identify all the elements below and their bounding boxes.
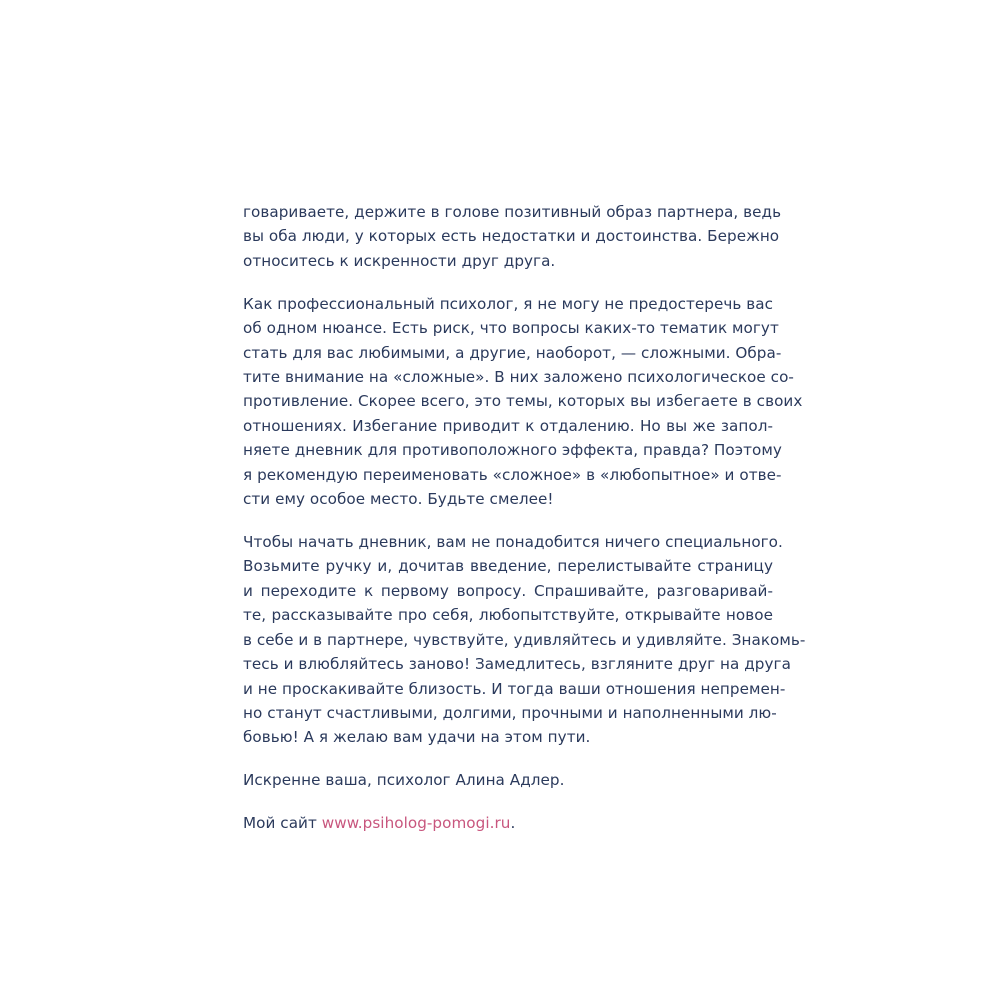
signature [243,768,773,792]
signature-text: Искренне ваша, психолог Алина Адлер. [243,771,565,790]
text-line: противление. Скорее всего, это темы, которых вы избегаете в своих [243,392,803,411]
site-prefix: Мой сайт [243,814,322,833]
text-line: относитесь к искренности друг друга. [243,251,556,270]
text-line: тесь и влюбляйтесь заново! Замедлитесь, взгляните друг на друга [243,655,791,674]
paragraph-2 [243,292,803,512]
text-line: об одном нюансе. Есть риск, что вопросы каких-то тематик могут [243,319,779,338]
text-line: вы оба люди, у которых есть недостатки и достоинства. Бережно [243,227,780,246]
text-line: я рекомендую переименовать «сложное» в «любопытное» и отве- [243,465,782,484]
text-line: и переходите к первому вопросу. Спрашивайте, разговаривай- [243,581,773,600]
text-line: Чтобы начать дневник, вам не понадобится ничего специального. [243,533,783,552]
site-suffix: . [510,814,516,833]
site-text [243,811,773,835]
text-line: отношениях. Избегание приводит к отдалению. Но вы же запол- [243,416,773,435]
text-line: в себе и в партнере, чувствуйте, удивляйтесь и удивляйте. Знакомь- [243,630,806,649]
text-line: тите внимание на «сложные». В них заложено психологическое со- [243,368,794,387]
text-line: Как профессиональный психолог, я не могу не предостеречь вас [243,294,774,313]
text-line: Возьмите ручку и, дочитав введение, перелистывайте страницу [243,557,773,576]
text-line: стать для вас любимыми, а другие, наоборот, — сложными. Обра- [243,343,782,362]
paragraph-1 [243,200,782,273]
site-link[interactable]: www.psiholog-pomogi.ru [321,814,511,833]
text-line: и не проскакивайте близость. И тогда ваши отношения непремен- [243,679,786,698]
text-line: говариваете, держите в голове позитивный образ партнера, ведь [243,203,782,221]
text-line: бовью! А я желаю вам удачи на этом пути. [243,728,591,747]
text-line: те, рассказывайте про себя, любопытствуйте, открывайте новое [243,606,773,625]
paragraph-3 [243,530,806,750]
body-text [243,200,806,854]
text-line: но станут счастливыми, долгими, прочными и наполненными лю- [243,703,777,722]
text-line: сти ему особое место. Будьте смелее! [243,490,554,509]
site-line [243,811,773,835]
text-line: няете дневник для противоположного эффекта, правда? Поэтому [243,441,782,460]
